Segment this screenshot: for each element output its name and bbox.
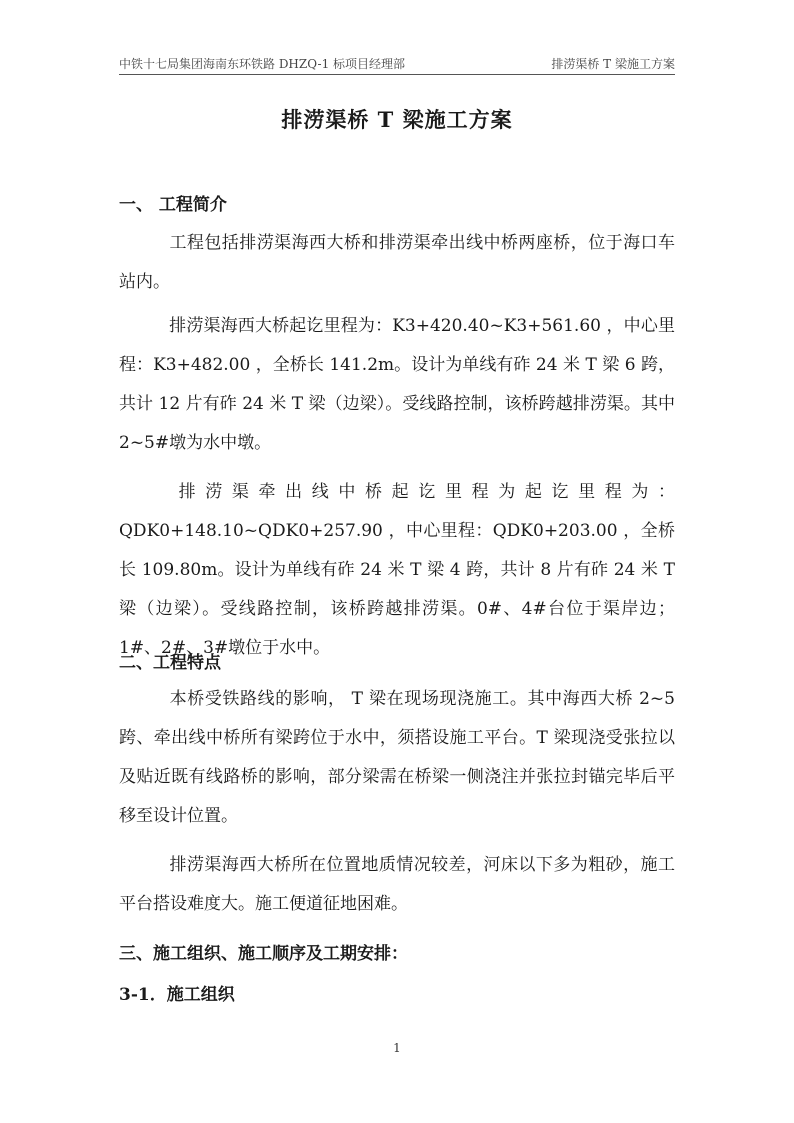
section-1-heading: 一、 工程简介 (119, 195, 227, 215)
section-3-1-heading: 3-1．施工组织 (119, 985, 235, 1005)
page-header (119, 54, 675, 75)
section-2-paragraph-1 (119, 680, 675, 836)
paragraph-text: 本桥受铁路线的影响， T 梁在现场现浇施工。其中海西大桥 2~5 跨、牵出线中桥所有梁跨位于水中，须搭设施工平台。T 梁现浇受张拉以及贴近既有线路桥的影响，部分梁需在桥梁一侧浇注并张拉封锚完毕后平移至设计位置。 (119, 689, 675, 826)
paragraph-text: 排涝渠牵出线中桥起讫里程为起讫里程为：QDK0+148.10~QDK0+257.90 ，中心里程：QDK0+203.00 ，全桥长 109.80m。设计为单线有砟 24 米 T 梁 4 跨，共计 8 片有砟 24 米 T 梁（边梁）。受线路控制，该桥跨越排涝渠。0#、4#台位于渠岸边；1#、2#、3#墩位于水中。 (119, 482, 675, 658)
paragraph-text: 工程包括排涝渠海西大桥和排涝渠牵出线中桥两座桥，位于海口车站内。 (119, 233, 675, 292)
section-2-heading: 二、工程特点 (119, 653, 221, 673)
section-2-paragraph-2 (119, 846, 675, 924)
header-organization: 中铁十七局集团海南东环铁路 DHZQ-1 标项目经理部 (119, 57, 406, 71)
paragraph-text: 排涝渠海西大桥起讫里程为：K3+420.40~K3+561.60 ，中心里程：K3+482.00 ，全桥长 141.2m。设计为单线有砟 24 米 T 梁 6 跨，共计 12 片有砟 24 米 T 梁（边梁）。受线路控制，该桥跨越排涝渠。其中 2~5#墩为水中墩。 (119, 316, 675, 453)
section-1-paragraph-2 (119, 307, 675, 463)
section-3-heading: 三、施工组织、施工顺序及工期安排： (119, 944, 408, 964)
header-document-title: 排涝渠桥 T 梁施工方案 (551, 57, 675, 71)
section-1-paragraph-1 (119, 224, 675, 302)
page-number: 1 (393, 1041, 401, 1055)
paragraph-text: 排涝渠海西大桥所在位置地质情况较差，河床以下多为粗砂，施工平台搭设难度大。施工便道征地困难。 (119, 855, 675, 914)
document-title: 排涝渠桥 T 梁施工方案 (281, 107, 513, 132)
section-1-paragraph-3 (119, 473, 675, 668)
